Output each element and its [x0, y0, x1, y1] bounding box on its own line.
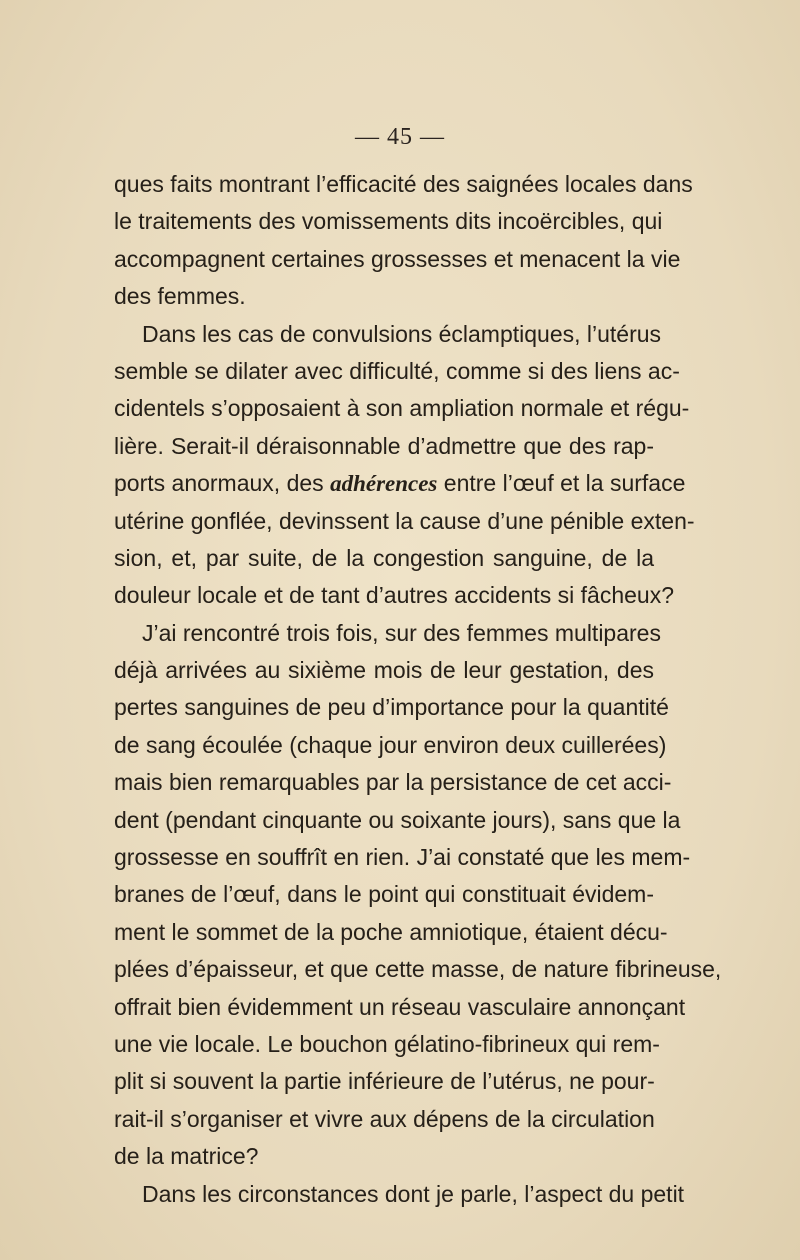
- text-line: semble se dilater avec difficulté, comme si des liens ac-: [114, 357, 680, 384]
- text-line: utérine gonflée, devinssent la cause d’une pénible exten-: [114, 507, 695, 534]
- text-line: de la matrice?: [114, 1143, 259, 1170]
- text-line: mais bien remarquables par la persistance de cet acci-: [114, 769, 672, 796]
- text-line-with-emphasis: [114, 465, 686, 502]
- text-line: lière. Serait-il déraisonnable d’admettre que des rap-: [114, 432, 654, 459]
- text-line: déjà arrivées au sixième mois de leur gestation, des: [114, 657, 654, 684]
- text-segment: entre l’œuf et la surface: [443, 470, 686, 497]
- text-line: Dans les circonstances dont je parle, l’aspect du petit: [142, 1180, 685, 1207]
- text-line: dent (pendant cinquante ou soixante jours), sans que la: [114, 806, 681, 833]
- text-line: ques faits montrant l’efficacité des saignées locales dans: [114, 171, 693, 197]
- text-line: branes de l’œuf, dans le point qui constituait évidem-: [114, 881, 654, 908]
- text-line: accompagnent certaines grossesses et menacent la vie: [114, 245, 681, 272]
- text-line: plit si souvent la partie inférieure de l’utérus, ne pour-: [114, 1068, 655, 1095]
- emphasized-word: adhérences: [330, 471, 438, 497]
- text-line: grossesse en souffrît en rien. J’ai constaté que les mem-: [114, 844, 691, 871]
- text-line: sion, et, par suite, de la congestion sanguine, de la: [114, 544, 654, 571]
- page-number: — 45 —: [355, 124, 445, 150]
- text-line: ment le sommet de la poche amniotique, étaient décu-: [114, 918, 668, 945]
- text-line: Dans les cas de convulsions éclamptiques, l’utérus: [142, 320, 662, 347]
- text-line: cidentels s’opposaient à son ampliation normale et régu-: [114, 395, 690, 422]
- text-segment: ports anormaux, des: [114, 470, 324, 497]
- text-line: douleur locale et de tant d’autres accidents si fâcheux?: [114, 582, 675, 609]
- text-line: une vie locale. Le bouchon gélatino-fibrineux qui rem-: [114, 1030, 660, 1057]
- text-line: plées d’épaisseur, et que cette masse, de nature fibrineuse,: [114, 956, 722, 983]
- text-line: le traitements des vomissements dits incoërcibles, qui: [114, 208, 663, 235]
- text-line: offrait bien évidemment un réseau vasculaire annonçant: [114, 993, 686, 1020]
- text-line: rait-il s’organiser et vivre aux dépens de la circulation: [114, 1105, 655, 1132]
- text-line: de sang écoulée (chaque jour environ deux cuillerées): [114, 731, 667, 758]
- text-line: pertes sanguines de peu d’importance pour la quantité: [114, 694, 669, 721]
- text-line: des femmes.: [114, 283, 246, 310]
- body-text: [114, 166, 722, 1213]
- text-line: J’ai rencontré trois fois, sur des femmes multipares: [142, 619, 661, 646]
